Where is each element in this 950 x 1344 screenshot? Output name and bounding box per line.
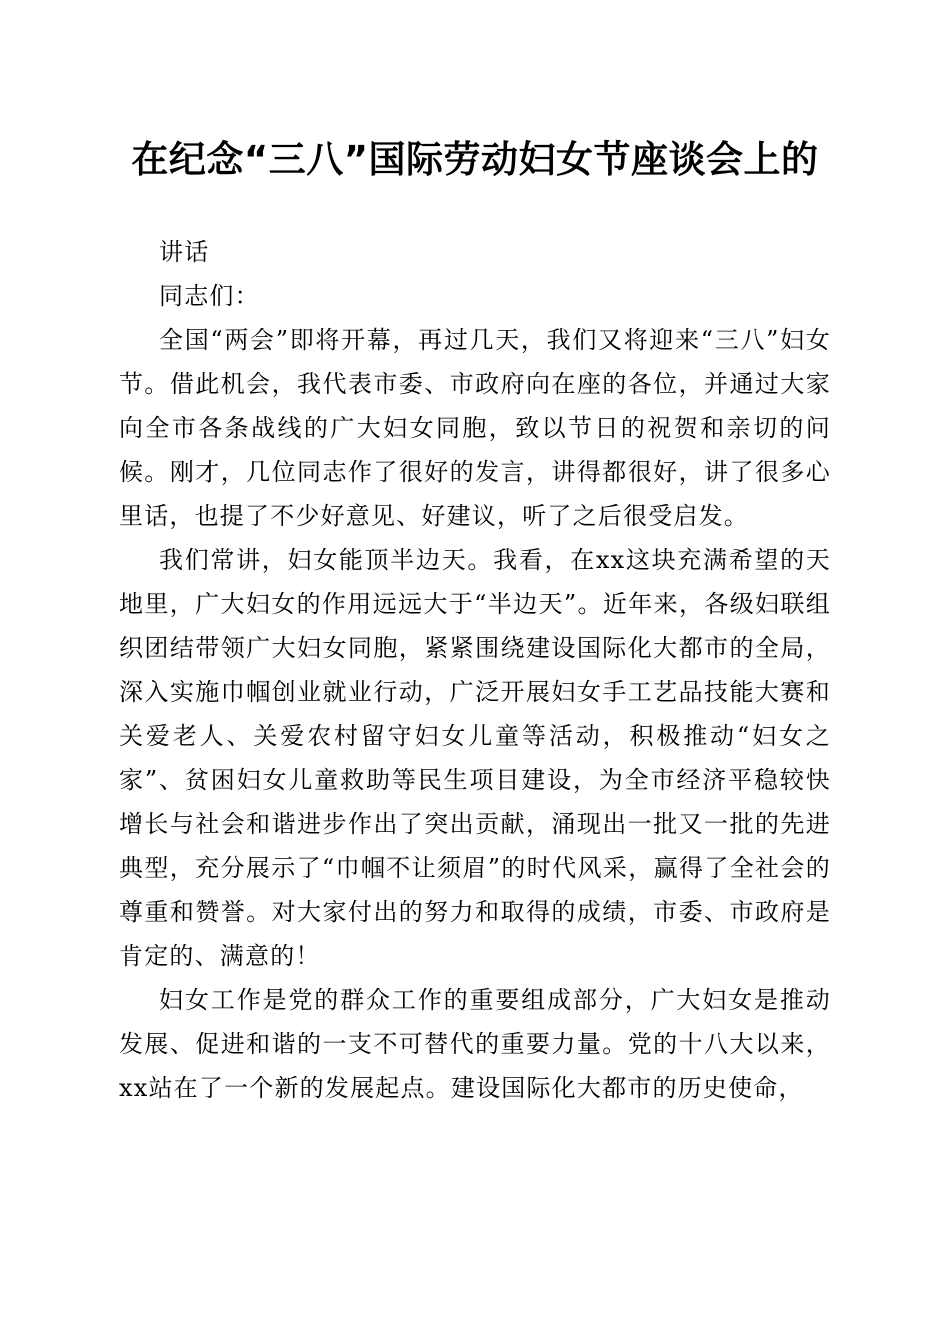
document-title: 在纪念“三八”国际劳动妇女节座谈会上的	[131, 138, 819, 181]
document-body	[119, 230, 831, 1110]
paragraph: 全国“两会”即将开幕，再过几天，我们又将迎来“三八”妇女节。借此机会，我代表市委、市政府向在座的各位，并通过大家向全市各条战线的广大妇女同胞，致以节日的祝贺和亲切的问候。刚才，几位同志作了很好的发言，讲得都很好，讲了很多心里话，也提了不少好意见、好建议，听了之后很受启发。	[119, 326, 831, 530]
salutation: 同志们：	[159, 282, 260, 310]
paragraph: 妇女工作是党的群众工作的重要组成部分，广大妇女是推动发展、促进和谐的一支不可替代的重要力量。党的十八大以来，xx站在了一个新的发展起点。建设国际化大都市的历史使命，	[119, 986, 831, 1102]
document-subtitle: 讲话	[159, 238, 210, 266]
paragraph: 我们常讲，妇女能顶半边天。我看，在xx这块充满希望的天地里，广大妇女的作用远远大于“半边天”。近年来，各级妇联组织团结带领广大妇女同胞，紧紧围绕建设国际化大都市的全局，深入实施巾帼创业就业行动，广泛开展妇女手工艺品技能大赛和关爱老人、关爱农村留守妇女儿童等活动，积极推动“妇女之家”、贫困妇女儿童救助等民生项目建设，为全市经济平稳较快增长与社会和谐进步作出了突出贡献，涌现出一批又一批的先进典型，充分展示了“巾帼不让须眉”的时代风采，赢得了全社会的尊重和赞誉。对大家付出的努力和取得的成绩，市委、市政府是肯定的、满意的！	[119, 546, 831, 970]
